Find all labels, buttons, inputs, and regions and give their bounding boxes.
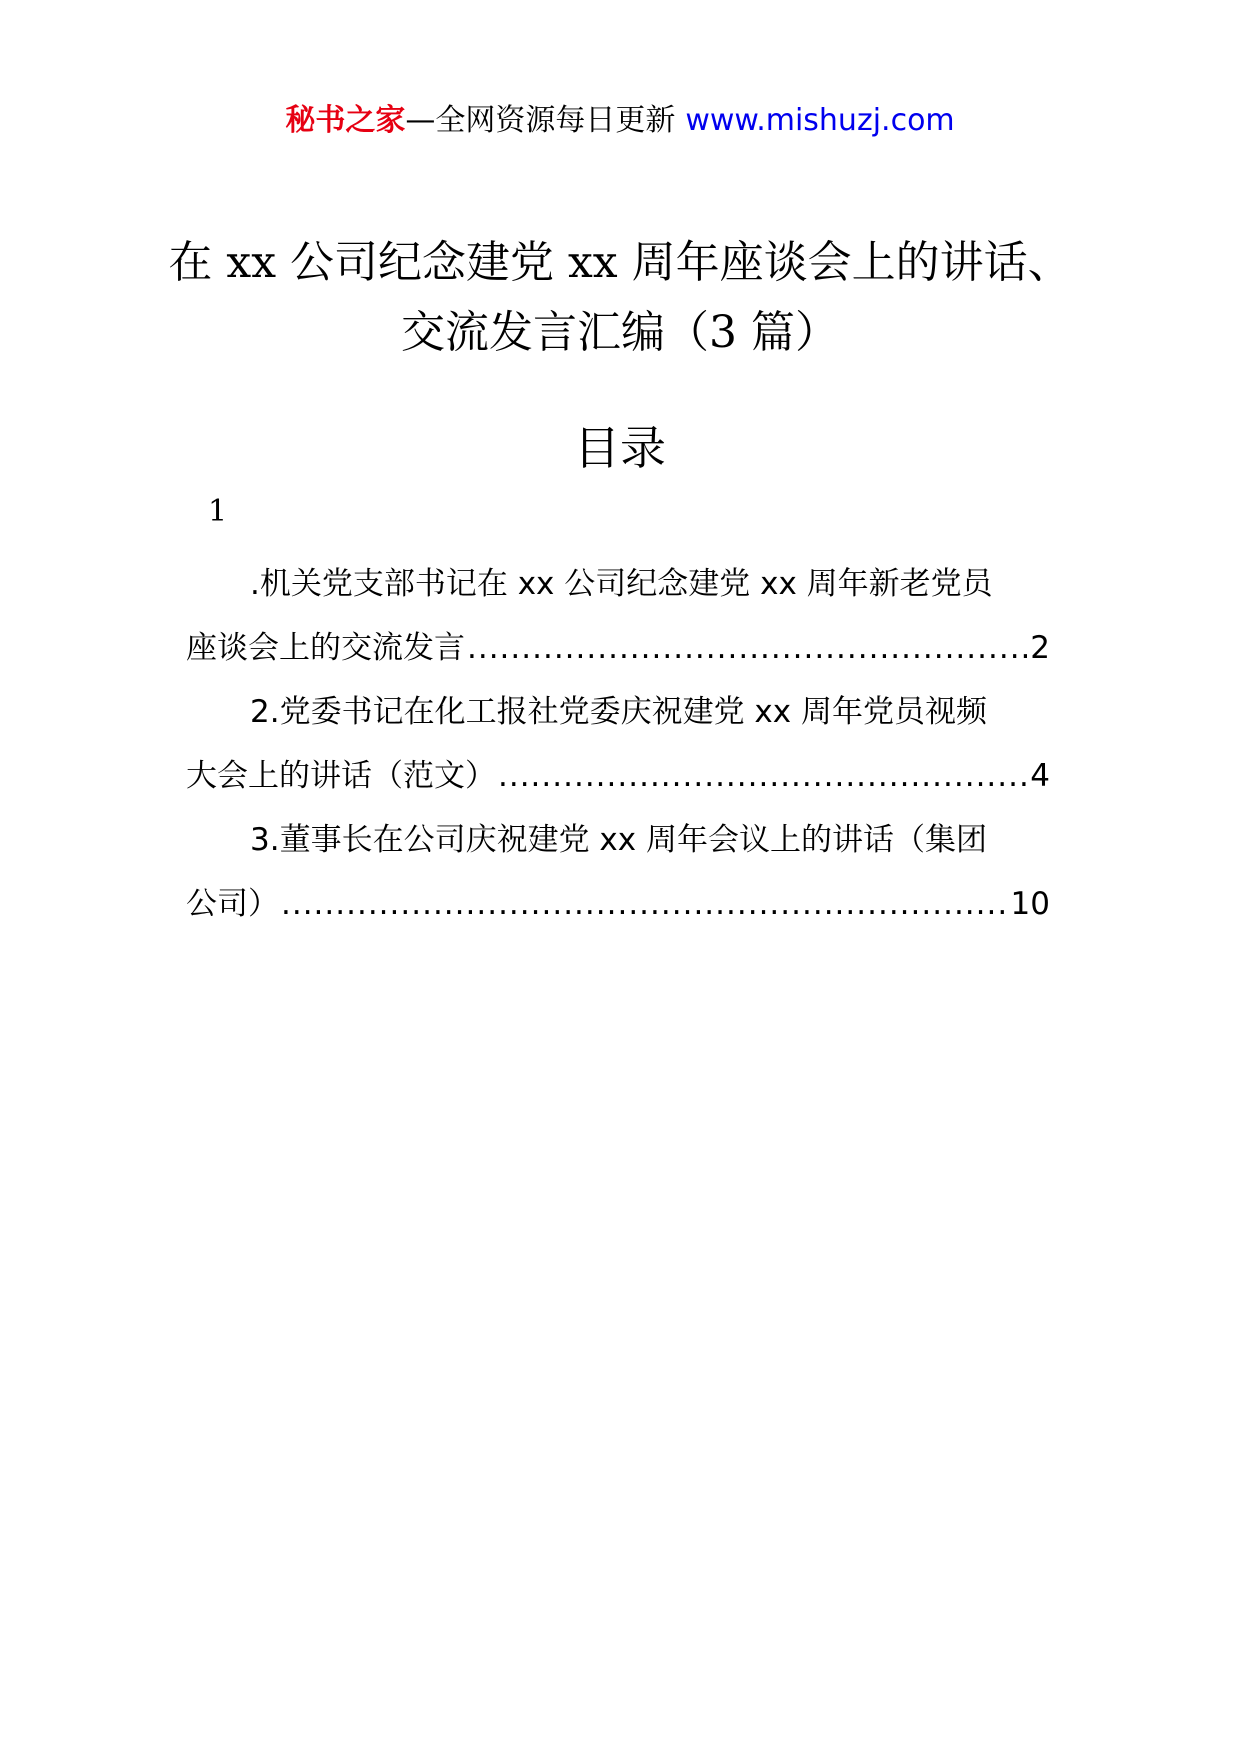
toc-entry-title: .机关党支部书记在 xx 公司纪念建党 xx 周年新老党员: [250, 566, 993, 602]
site-url-link[interactable]: www.mishuzj.com: [685, 103, 955, 138]
site-slogan: —全网资源每日更新: [405, 103, 676, 138]
document-title: [150, 228, 1090, 368]
site-brand: 秘书之家: [285, 103, 406, 138]
site-header: [0, 100, 1240, 142]
toc-entry-2[interactable]: [186, 680, 1050, 808]
table-of-contents: [186, 552, 1050, 936]
toc-page-number: 2: [1030, 630, 1050, 666]
toc-entry-continuation: [186, 616, 1050, 680]
toc-heading: 目录: [574, 421, 666, 475]
toc-page-number: 10: [1010, 886, 1050, 922]
document-title-line-2: 交流发言汇编（3 篇）: [401, 307, 839, 358]
toc-entry-title-end: 大会上的讲话（范文）: [186, 758, 496, 794]
toc-dot-leader: [498, 744, 1028, 808]
toc-entry-title-end: 公司）: [186, 886, 279, 922]
toc-page-number: 4: [1030, 758, 1050, 794]
toc-entry-title: 3.董事长在公司庆祝建党 xx 周年会议上的讲话（集团: [250, 822, 987, 858]
toc-entry-1[interactable]: [186, 552, 1050, 680]
document-title-line-1: 在 xx 公司纪念建党 xx 周年座谈会上的讲话、: [168, 237, 1072, 288]
toc-entry-title: 2.党委书记在化工报社党委庆祝建党 xx 周年党员视频: [250, 694, 987, 730]
toc-dot-leader: [467, 616, 1028, 680]
toc-entry-continuation: [186, 872, 1050, 936]
toc-entry-continuation: [186, 744, 1050, 808]
toc-dot-leader: [281, 872, 1009, 936]
toc-stray-number: 1: [208, 494, 228, 529]
toc-entry-title-end: 座谈会上的交流发言: [186, 630, 465, 666]
toc-entry-3[interactable]: [186, 808, 1050, 936]
